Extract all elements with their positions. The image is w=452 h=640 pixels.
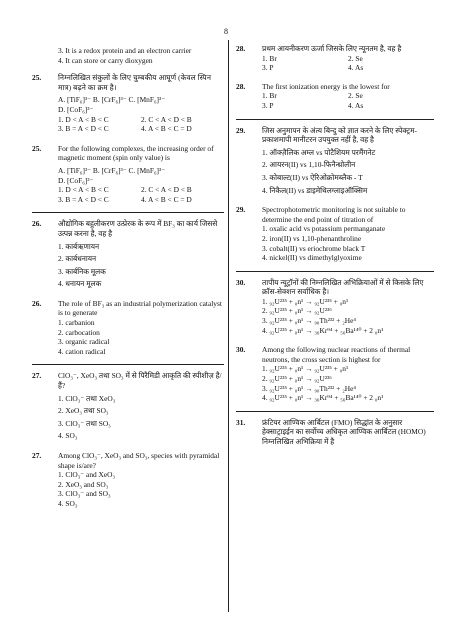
question-number: 26.	[32, 298, 42, 308]
option: 3. cobalt(II) vs eriochrome black T	[262, 243, 366, 253]
question-stem: जिस अनुमापन के अंत्य बिन्दु को ज्ञात करने के लिए स्पेक्ट्रम-प्रकाशमापी मानीटरन उपयुक्त नहीं है, वह है	[262, 125, 417, 145]
question-number: 29.	[236, 205, 246, 215]
question-number: 28.	[236, 81, 246, 91]
divider-rule	[236, 411, 434, 412]
option: 1. Br	[262, 91, 277, 101]
option: 3. कार्बनिक मूलक	[58, 266, 106, 276]
option: 3. organic radical	[58, 337, 110, 347]
question-number: 30.	[236, 277, 246, 287]
question-26-english	[32, 299, 224, 357]
option: 3. ₉₂U²³⁵ + ₀n¹ → ₉₀Th²³² + ₂He⁴	[262, 383, 356, 393]
option: 4. As	[348, 63, 364, 73]
complex-list: D. [CoF₆]³⁻	[58, 175, 94, 185]
option: 2. XeO₃ and SO₃	[58, 479, 109, 489]
option: 1. carbanion	[58, 318, 95, 328]
complex-list: A. [TiF₆]³⁻ B. [CrF₆]³⁻ C. [MnF₆]³⁻	[58, 165, 166, 175]
option: 4. A < B < C = D	[141, 194, 192, 204]
option: 3. It is a redox protein and an electron carrier	[58, 46, 192, 55]
divider-rule	[236, 119, 434, 120]
option: 1. ₉₂U²³⁵ + ₀n¹ → ₉₂U²³⁵ + ₀n¹	[262, 296, 349, 306]
question-stem: प्रथम आयनीकरण ऊर्जा जिसके लिए न्यूनतम है, वह है	[262, 44, 402, 53]
question-28-english	[236, 82, 434, 111]
question-27-english	[32, 451, 224, 509]
option: 3. P	[262, 63, 274, 73]
question-stem: Among ClO₃⁻, XeO₃ and SO₃, species with pyramidal shape is/are?	[58, 451, 220, 470]
complex-list: D. [CoF₆]³⁻	[58, 104, 94, 114]
question-number: 28.	[236, 44, 246, 53]
option: 1. कार्बऋणायन	[58, 241, 100, 251]
question-stem: Among the following nuclear reactions of thermal neutrons, the cross section is highest for	[262, 345, 411, 364]
option: 4. धनायन मूलक	[58, 279, 102, 289]
option: 1. D < A < B < C	[58, 114, 109, 124]
question-number: 29.	[236, 125, 246, 135]
question-number: 27.	[32, 451, 42, 460]
question-24-tail	[32, 46, 224, 65]
option: 2. आयरन(II) vs 1,10-फिनैन्थ्रोलीन	[262, 160, 356, 170]
divider-rule	[32, 212, 224, 213]
complex-list: A. [TiF₆]³⁻ B. [CrF₆]³⁻ C. [MnF₆]³⁻	[58, 95, 166, 105]
question-stem: तापीय न्यूट्रॉनों की निम्नलिखित अभिक्रियाओं में से किसके लिए क्रॉस-सेक्शन सर्वाधिक है।	[262, 277, 424, 297]
option: 4. ₉₂U²³⁵ + ₀n¹ → ₃₆Kr⁹⁴ + ₅₆Ba¹⁴⁰ + 2 ₀n¹	[262, 393, 384, 403]
option: 4. It can store or carry dioxygen	[58, 55, 153, 65]
option: 4. As	[348, 100, 364, 110]
option: 2. ₉₂U²³⁵ + ₀n¹ → ₉₂U²³⁶	[262, 374, 332, 384]
option: 1. ClO₃⁻ तथा XeO₃	[58, 393, 116, 403]
option: 4. ₉₂U²³⁵ + ₀n¹ → ₃₆Kr⁹⁴ + ₅₆Ba¹⁴⁰ + 2 ₀n¹	[262, 325, 384, 335]
option: 1. ₉₂U²³⁵ + ₀n¹ → ₉₂U²³⁵ + ₀n¹	[262, 364, 349, 374]
divider-rule	[32, 364, 224, 365]
option: 4. cation radical	[58, 346, 106, 356]
option: 3. B = A < D < C	[58, 124, 109, 134]
option: 3. ClO₃⁻ तथा SO₃	[58, 418, 111, 428]
option: 1. ClO₃⁻ and XeO₃	[58, 470, 116, 480]
option: 3. कोबाल्ट(II) vs ऐरिओक्रोमब्लैक - T	[262, 172, 363, 182]
option: 2. ₉₂U²³⁵ + ₀n¹ → ₉₂U²³⁶	[262, 306, 332, 316]
left-column	[32, 46, 224, 509]
option: 2. XeO₃ तथा SO₃	[58, 406, 109, 416]
question-number: 31.	[236, 417, 246, 427]
question-stem: फ्रंटियर आण्विक आर्बिटल (FMO) सिद्धांत के अनुसार हेक्साट्राइईन का सर्वोच्च अधिकृत आण्विक आर्बिटल (HOMO) निम्नलिखित अभिक्रिया में है	[262, 417, 426, 446]
option: 1. ऑक्ज़ैलिक अम्ल vs पोटैशियम परमैंगनेट	[262, 147, 376, 157]
question-27-hindi	[32, 371, 224, 441]
question-stem: For the following complexes, the increasing order of magnetic moment (spin only value) is	[58, 143, 214, 163]
option: 4. nickel(II) vs dimethylglyoxime	[262, 253, 362, 263]
option: 2. iron(II) vs 1,10-phenanthroline	[262, 233, 362, 243]
option: 4. SO₃	[58, 431, 78, 441]
column-divider	[228, 40, 229, 612]
option: 2. C < A < D < B	[141, 185, 192, 195]
question-number: 25.	[32, 73, 42, 83]
option: 2. Se	[348, 91, 363, 101]
option: 4. A < B < C = D	[141, 124, 192, 134]
option: 1. D < A < B < C	[58, 185, 109, 195]
option: 1. Br	[262, 53, 277, 63]
question-25-english	[32, 144, 224, 205]
right-column	[236, 44, 434, 447]
question-stem: The first ionization energy is the lowest for	[262, 81, 390, 91]
question-number: 27.	[32, 371, 42, 381]
question-26-hindi	[32, 219, 224, 289]
page-number: 8	[224, 27, 228, 36]
question-31-hindi	[236, 418, 434, 447]
question-29-english	[236, 205, 434, 263]
question-30-english	[236, 345, 434, 403]
question-number: 30.	[236, 345, 246, 355]
option: 4. SO₃	[58, 498, 78, 508]
option: 1. oxalic acid vs potassium permanganate	[262, 224, 386, 234]
option: 3. B = A < D < C	[58, 194, 109, 204]
question-number: 25.	[32, 143, 42, 153]
question-30-hindi	[236, 278, 434, 336]
question-stem: Spectrophotometric monitoring is not suitable to determine the end point of titration of	[262, 205, 406, 224]
divider-rule	[236, 271, 434, 272]
question-number: 26.	[32, 219, 42, 229]
question-stem: निम्नलिखित संकुलों के लिए चुम्बकीय आघूर्ण (केवल स्पिन मात्र) बढ़ने का क्रम है।	[58, 73, 212, 92]
question-28-hindi	[236, 44, 434, 73]
option: 2. C < A < D < B	[141, 114, 192, 124]
option: 3. ₉₂U²³⁵ + ₀n¹ → ₉₀Th²³² + ₂He⁴	[262, 316, 356, 326]
option: 2. कार्बधनायन	[58, 254, 97, 264]
option: 3. P	[262, 100, 274, 110]
option: 3. ClO₃⁻ and SO₃	[58, 489, 111, 499]
option: 2. carbocation	[58, 327, 100, 337]
option: 4. निकैल(II) vs डाइमेथिलग्लाइऑक्सिम	[262, 185, 368, 195]
question-stem: ClO₃⁻, XeO₃ तथा SO₃ में से पिरैमिडी आकृति की स्पीशीज़ है/ हैं?	[58, 371, 222, 391]
question-29-hindi	[236, 126, 434, 196]
question-25-hindi	[32, 73, 224, 134]
option: 2. Se	[348, 53, 363, 63]
question-stem: The role of BF₃ as an industrial polymerization catalyst is to generate	[58, 298, 222, 318]
question-stem: औद्योगिक बहुलीकरण उत्प्रेरक के रूप में BF₃ का कार्य जिससे उत्पन्न करना है, वह है	[58, 219, 218, 238]
